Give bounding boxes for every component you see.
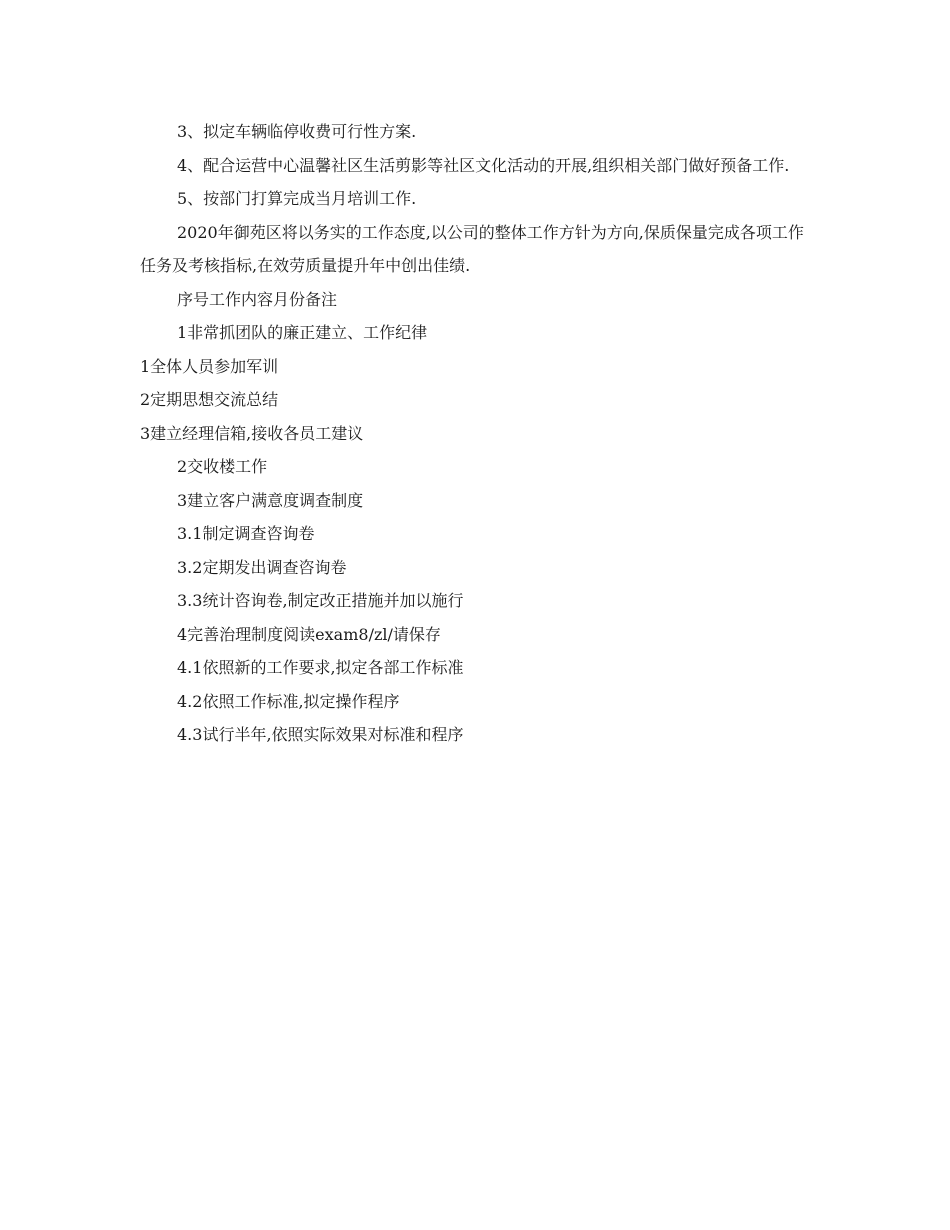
plan-subitem-1-2: 2定期思想交流总结 <box>140 390 279 409</box>
paragraph-item-5: 5、按部门打算完成当月培训工作. <box>177 189 417 208</box>
document-body <box>140 115 815 752</box>
plan-subitem-1-3: 3建立经理信箱,接收各员工建议 <box>140 423 364 443</box>
plan-subitem-4-3: 4.3试行半年,依照实际效果对标准和程序 <box>177 725 464 744</box>
plan-section-2: 2交收楼工作 <box>177 457 268 476</box>
paragraph-summary: 2020年御苑区将以务实的工作态度,以公司的整体工作方针为方向,保质保量完成各项工作任务及考核指标,在效劳质量提升年中创出佳绩. <box>140 222 804 275</box>
plan-section-4: 4完善治理制度阅读exam8/zl/请保存 <box>177 624 441 644</box>
plan-subitem-3-2: 3.2定期发出调查咨询卷 <box>177 557 347 577</box>
plan-subitem-4-2: 4.2依照工作标准,拟定操作程序 <box>177 691 400 711</box>
table-header-line: 序号工作内容月份备注 <box>177 289 338 309</box>
plan-section-3: 3建立客户满意度调查制度 <box>177 490 364 510</box>
plan-subitem-3-3: 3.3统计咨询卷,制定改正措施并加以施行 <box>177 591 464 610</box>
plan-subitem-4-1: 4.1依照新的工作要求,拟定各部工作标准 <box>177 658 464 677</box>
paragraph-item-4: 4、配合运营中心温馨社区生活剪影等社区文化活动的开展,组织相关部门做好预备工作. <box>177 155 790 175</box>
plan-section-1: 1非常抓团队的廉正建立、工作纪律 <box>177 323 428 342</box>
plan-subitem-3-1: 3.1制定调查咨询卷 <box>177 524 315 543</box>
plan-subitem-1-1: 1全体人员参加军训 <box>140 356 279 376</box>
paragraph-item-3: 3、拟定车辆临停收费可行性方案. <box>177 122 417 141</box>
